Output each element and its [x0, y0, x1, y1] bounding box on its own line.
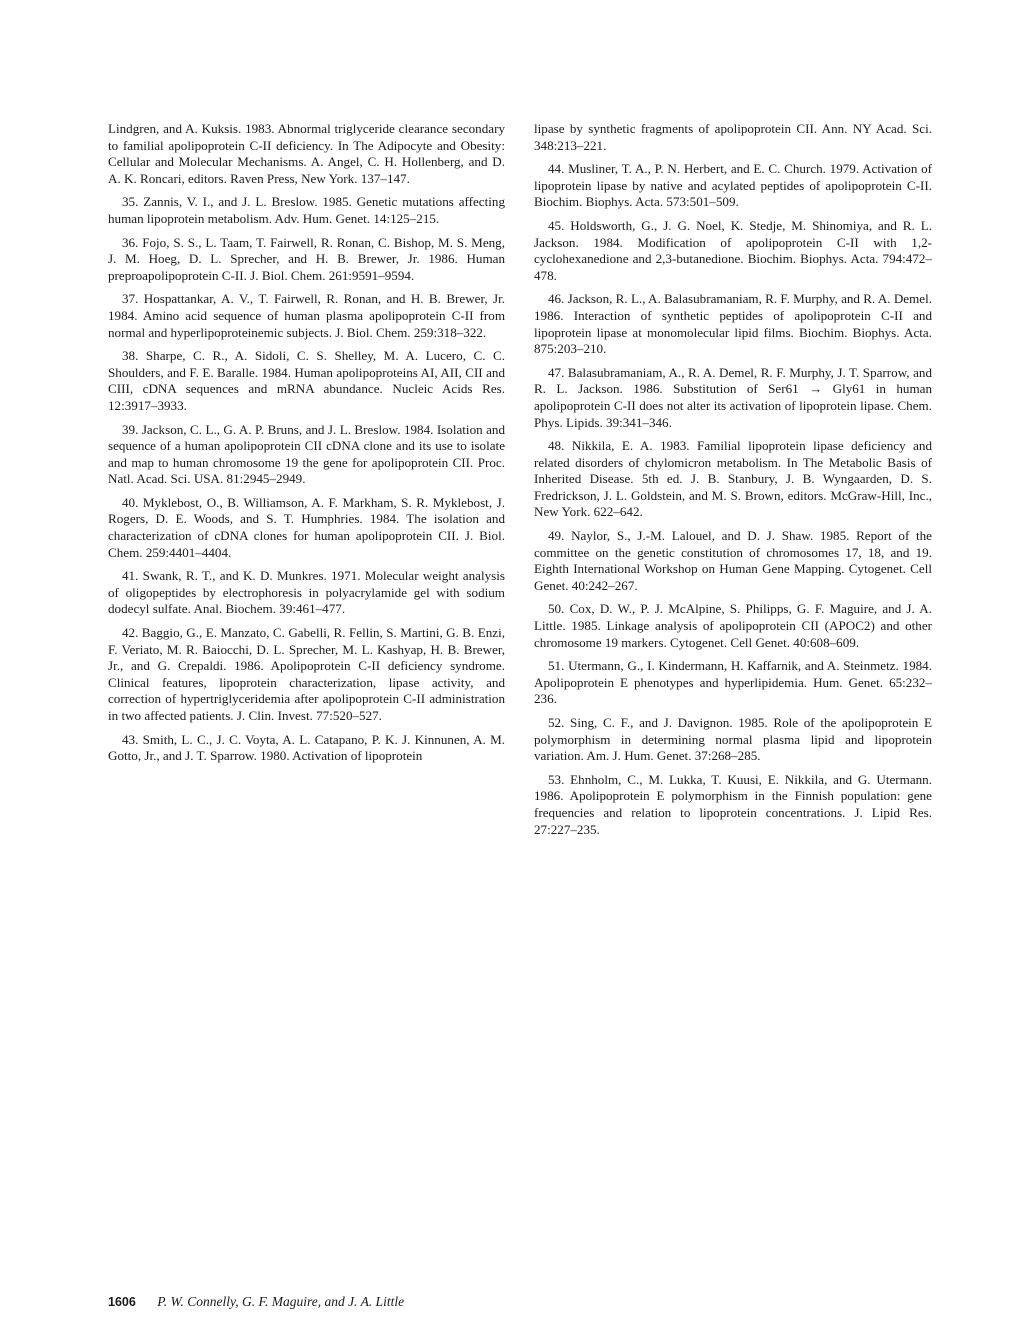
reference-entry: 42. Baggio, G., E. Manzato, C. Gabelli, R. Fellin, S. Martini, G. B. Enzi, F. Veriato, M. R. Baiocchi, D. L. Sprecher, M. L. Kashyap, H. B. Brewer, Jr., and G. Crepaldi. 1986. Apolipoprotein C-II deficiency syndrome. Clinical features, lipoprotein characterization, lipase activity, and correction of hypertriglyceridemia after apolipoprotein C-II administration in two affected patients. J. Clin. Invest. 77:520–527. — [108, 625, 505, 723]
reference-entry: 46. Jackson, R. L., A. Balasubramaniam, R. F. Murphy, and R. A. Demel. 1986. Interaction of synthetic peptides of apolipoprotein C-II and lipoprotein lipase at monomolecular lipid films. Biochim. Biophys. Acta. 875:203–210. — [534, 291, 932, 357]
right-column — [534, 121, 932, 845]
reference-entry: 35. Zannis, V. I., and J. L. Breslow. 1985. Genetic mutations affecting human lipoprotein metabolism. Adv. Hum. Genet. 14:125–215. — [108, 194, 505, 226]
reference-entry: 51. Utermann, G., I. Kindermann, H. Kaffarnik, and A. Steinmetz. 1984. Apolipoprotein E phenotypes and hyperlipidemia. Hum. Genet. 65:232–236. — [534, 658, 932, 707]
reference-entry: 47. Balasubramaniam, A., R. A. Demel, R. F. Murphy, J. T. Sparrow, and R. L. Jackson. 1986. Substitution of Ser61 → Gly61 in human apolipoprotein C-II does not alter its activation of lipoprotein lipase. Chem. Phys. Lipids. 39:341–346. — [534, 364, 932, 430]
reference-entry: 48. Nikkila, E. A. 1983. Familial lipoprotein lipase deficiency and related disorders of chylomicron metabolism. In The Metabolic Basis of Inherited Disease. 5th ed. J. B. Stanbury, J. B. Wyngaarden, D. S. Fredrickson, J. L. Goldstein, and M. S. Brown, editors. McGraw-Hill, Inc., New York. 622–642. — [534, 438, 933, 520]
reference-entry: 37. Hospattankar, A. V., T. Fairwell, R. Ronan, and H. B. Brewer, Jr. 1984. Amino acid sequence of human plasma apolipoprotein C-II from normal and hyperlipoproteinemic subjects. J. Biol. Chem. 259:318–322. — [108, 291, 505, 340]
reference-entry: 53. Ehnholm, C., M. Lukka, T. Kuusi, E. Nikkila, and G. Utermann. 1986. Apolipoprotein E polymorphism in the Finnish population: gene frequencies and relation to lipoprotein concentrations. J. Lipid Res. 27:227–235. — [534, 771, 932, 837]
reference-entry: 49. Naylor, S., J.-M. Lalouel, and D. J. Shaw. 1985. Report of the committee on the genetic constitution of chromosomes 17, 18, and 19. Eighth International Workshop on Human Gene Mapping. Cytogenet. Cell Genet. 40:242–267. — [534, 528, 932, 593]
reference-entry: 45. Holdsworth, G., J. G. Noel, K. Stedje, M. Shinomiya, and R. L. Jackson. 1984. Modification of apolipoprotein C-II with 1,2-cyclohexanedione and 2,3-butanedione. Biochim. Biophys. Acta. 794:472–478. — [534, 217, 932, 283]
page-footer — [108, 1294, 404, 1310]
page-number: 1606 — [108, 1295, 136, 1309]
reference-entry: 43. Smith, L. C., J. C. Voyta, A. L. Catapano, P. K. J. Kinnunen, A. M. Gotto, Jr., and J. T. Sparrow. 1980. Activation of lipoprotein — [108, 731, 505, 764]
reference-entry: Lindgren, and A. Kuksis. 1983. Abnormal triglyceride clearance secondary to familial apolipoprotein C-II deficiency. In The Adipocyte and Obesity: Cellular and Molecular Mechanisms. A. Angel, C. H. Hollenberg, and D. A. K. Roncari, editors. Raven Press, New York. 137–147. — [108, 121, 505, 186]
reference-entry: 39. Jackson, C. L., G. A. P. Bruns, and J. L. Breslow. 1984. Isolation and sequence of a human apolipoprotein CII cDNA clone and its use to isolate and map to human chromosome 19 the gene for apolipoprotein CII. Proc. Natl. Acad. Sci. USA. 81:2945–2949. — [108, 421, 506, 487]
reference-entry: 38. Sharpe, C. R., A. Sidoli, C. S. Shelley, M. A. Lucero, C. C. Shoulders, and F. E. Baralle. 1984. Human apolipoproteins AI, AII, CII and CIII, cDNA sequences and mRNA abundance. Nucleic Acids Res. 12:3917–3933. — [108, 348, 505, 413]
left-column — [108, 121, 505, 772]
reference-entry: lipase by synthetic fragments of apolipoprotein CII. Ann. NY Acad. Sci. 348:213–221. — [534, 121, 932, 153]
reference-entry: 40. Myklebost, O., B. Williamson, A. F. Markham, S. R. Myklebost, J. Rogers, D. E. Woods, and S. T. Humphries. 1984. The isolation and characterization of cDNA clones for human apolipoprotein CII. J. Biol. Chem. 259:4401–4404. — [108, 494, 505, 560]
reference-entry: 52. Sing, C. F., and J. Davignon. 1985. Role of the apolipoprotein E polymorphism in determining normal plasma lipid and lipoprotein variation. Am. J. Hum. Genet. 37:268–285. — [534, 715, 932, 764]
reference-entry: 41. Swank, R. T., and K. D. Munkres. 1971. Molecular weight analysis of oligopeptides by electrophoresis in polyacrylamide gel with sodium dodecyl sulfate. Anal. Biochem. 39:461–477. — [108, 568, 505, 617]
reference-entry: 44. Musliner, T. A., P. N. Herbert, and E. C. Church. 1979. Activation of lipoprotein lipase by native and acylated peptides of apolipoprotein C-II. Biochim. Biophys. Acta. 573:501–509. — [534, 161, 932, 210]
reference-entry: 36. Fojo, S. S., L. Taam, T. Fairwell, R. Ronan, C. Bishop, M. S. Meng, J. M. Hoeg, D. L. Sprecher, and H. B. Brewer, Jr. 1986. Human preproapolipoprotein C-II. J. Biol. Chem. 261:9591–9594. — [108, 234, 506, 283]
running-authors: P. W. Connelly, G. F. Maguire, and J. A. Little — [157, 1294, 405, 1309]
reference-entry: 50. Cox, D. W., P. J. McAlpine, S. Philipps, G. F. Maguire, and J. A. Little. 1985. Linkage analysis of apolipoprotein CII (APOC2) and other chromosome 19 markers. Cytogenet. Cell Genet. 40:608–609. — [534, 601, 932, 650]
